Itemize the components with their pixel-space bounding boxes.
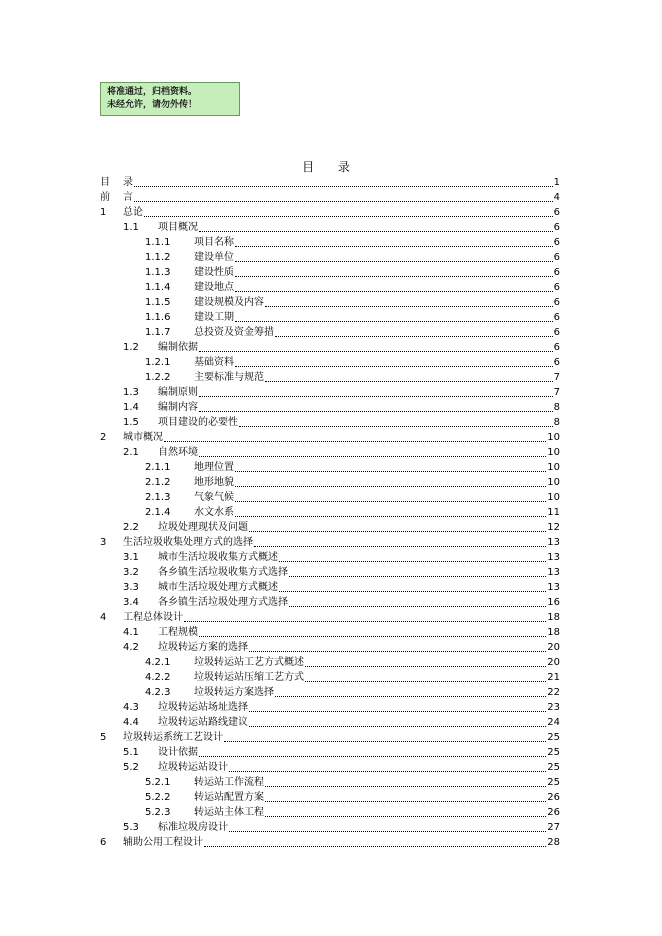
- toc-entry[interactable]: [100, 400, 560, 415]
- toc-entry-page: 10: [547, 462, 560, 473]
- toc-dot-leader: [199, 445, 546, 457]
- toc-dot-leader: [144, 205, 553, 217]
- toc-entry-title: 言: [123, 192, 133, 203]
- toc-entry-page: 18: [547, 612, 560, 623]
- toc-entry-title: 地形地貌: [194, 477, 234, 488]
- toc-entry-title: 建设地点: [194, 282, 234, 293]
- toc-entry-page: 20: [547, 657, 560, 668]
- toc-entry[interactable]: [100, 505, 560, 520]
- toc-entry-number: 目: [100, 177, 110, 188]
- toc-entry-page: 6: [553, 282, 560, 293]
- toc-entry-title: 垃圾转运站工艺方式概述: [194, 657, 304, 668]
- toc-entry-title: 垃圾转运方案的选择: [158, 642, 248, 653]
- toc-dot-leader: [164, 430, 546, 442]
- toc-entry-number: 1.3: [123, 387, 139, 398]
- toc-entry-number: 2.1.2: [145, 477, 171, 488]
- toc-entry[interactable]: [100, 340, 560, 355]
- toc-entry[interactable]: [100, 715, 560, 730]
- toc-dot-leader: [249, 700, 546, 712]
- toc-entry-page: 23: [547, 702, 560, 713]
- toc-entry[interactable]: [100, 205, 560, 220]
- toc-entry[interactable]: [100, 625, 560, 640]
- toc-entry-title: 总论: [123, 207, 143, 218]
- toc-dot-leader: [184, 610, 546, 622]
- toc-dot-leader: [275, 685, 546, 697]
- approval-stamp: [100, 82, 240, 116]
- toc-entry-page: 6: [553, 207, 560, 218]
- toc-entry-number: 1.1.3: [145, 267, 171, 278]
- toc-entry-page: 8: [553, 417, 560, 428]
- toc-entry-title: 转运站工作流程: [194, 777, 264, 788]
- toc-entry-title: 城市生活垃圾处理方式概述: [158, 582, 278, 593]
- toc-entry-number: 3.1: [123, 552, 139, 563]
- toc-entry-number: 1.1.1: [145, 237, 171, 248]
- toc-entry-page: 13: [547, 582, 560, 593]
- toc-entry-page: 6: [553, 342, 560, 353]
- toc-dot-leader: [229, 820, 546, 832]
- toc-entry-number: 2.2: [123, 522, 139, 533]
- toc-entry-title: 建设单位: [194, 252, 234, 263]
- toc-entry-page: 20: [547, 642, 560, 653]
- toc-entry-title: 项目建设的必要性: [158, 417, 238, 428]
- toc-dot-leader: [199, 400, 553, 412]
- toc-entry-number: 4.4: [123, 717, 139, 728]
- toc-entry-title: 气象气候: [194, 492, 234, 503]
- toc-entry-page: 6: [553, 237, 560, 248]
- toc-dot-leader: [265, 295, 553, 307]
- toc-entry[interactable]: [100, 235, 560, 250]
- toc-entry-title: 各乡镇生活垃圾处理方式选择: [158, 597, 288, 608]
- toc-entry-page: 25: [547, 732, 560, 743]
- toc-entry-number: 1.2: [123, 342, 139, 353]
- toc-dot-leader: [235, 310, 553, 322]
- toc-entry-title: 主要标准与规范: [194, 372, 264, 383]
- toc-entry-title: 垃圾转运站场址选择: [158, 702, 248, 713]
- toc-entry[interactable]: [100, 460, 560, 475]
- toc-entry[interactable]: [100, 385, 560, 400]
- toc-entry-title: 水文水系: [194, 507, 234, 518]
- toc-entry[interactable]: [100, 430, 560, 445]
- toc-entry-page: 28: [547, 837, 560, 848]
- toc-entry-number: 1.2.2: [145, 372, 171, 383]
- toc-entry[interactable]: [100, 370, 560, 385]
- toc-entry[interactable]: [100, 475, 560, 490]
- toc-entry-number: 2.1.4: [145, 507, 171, 518]
- toc-entry-title: 城市概况: [123, 432, 163, 443]
- toc-entry-title: 垃圾处理现状及问题: [158, 522, 248, 533]
- toc-entry[interactable]: [100, 280, 560, 295]
- toc-entry-page: 6: [553, 297, 560, 308]
- toc-dot-leader: [235, 265, 553, 277]
- toc-entry[interactable]: [100, 415, 560, 430]
- toc-entry-number: 5.1: [123, 747, 139, 758]
- toc-dot-leader: [249, 715, 546, 727]
- toc-entry[interactable]: [100, 265, 560, 280]
- toc-entry-page: 10: [547, 432, 560, 443]
- toc-entry-page: 25: [547, 762, 560, 773]
- toc-dot-leader: [275, 325, 553, 337]
- toc-entry[interactable]: [100, 730, 560, 745]
- toc-title: 目 录: [302, 160, 360, 174]
- toc-entry-page: 4: [553, 192, 560, 203]
- toc-entry-page: 11: [547, 507, 560, 518]
- toc-entry-page: 1: [553, 177, 560, 188]
- toc-entry[interactable]: [100, 790, 560, 805]
- toc-entry-page: 7: [553, 387, 560, 398]
- toc-entry-page: 6: [553, 327, 560, 338]
- toc-entry-number: 5: [100, 732, 107, 743]
- stamp-line-1: 将准通过，归档资料。: [107, 87, 198, 97]
- toc-dot-leader: [235, 460, 546, 472]
- toc-entry-number: 4.2.2: [145, 672, 171, 683]
- toc-entry-number: 2.1: [123, 447, 139, 458]
- toc-entry-title: 地理位置: [194, 462, 234, 473]
- toc-dot-leader: [265, 805, 546, 817]
- toc-dot-leader: [239, 415, 553, 427]
- toc-entry[interactable]: [100, 595, 560, 610]
- toc-entry-number: 5.3: [123, 822, 139, 833]
- toc-entry-number: 1.1: [123, 222, 139, 233]
- toc-entry-title: 录: [123, 177, 133, 188]
- table-of-contents: [100, 175, 560, 850]
- toc-dot-leader: [279, 550, 546, 562]
- toc-entry[interactable]: [100, 655, 560, 670]
- toc-entry[interactable]: [100, 220, 560, 235]
- toc-entry[interactable]: [100, 325, 560, 340]
- toc-entry-title: 标准垃圾房设计: [158, 822, 228, 833]
- toc-entry-title: 设计依据: [158, 747, 198, 758]
- toc-dot-leader: [199, 745, 546, 757]
- toc-entry-number: 4.2: [123, 642, 139, 653]
- toc-entry-number: 3.4: [123, 597, 139, 608]
- toc-dot-leader: [235, 235, 553, 247]
- toc-entry-number: 3.3: [123, 582, 139, 593]
- toc-dot-leader: [305, 655, 546, 667]
- toc-entry-page: 13: [547, 552, 560, 563]
- toc-entry[interactable]: [100, 760, 560, 775]
- toc-entry[interactable]: [100, 550, 560, 565]
- toc-entry-title: 工程规模: [158, 627, 198, 638]
- toc-dot-leader: [235, 475, 546, 487]
- toc-dot-leader: [199, 220, 553, 232]
- toc-dot-leader: [204, 835, 546, 847]
- toc-dot-leader: [235, 280, 553, 292]
- toc-entry[interactable]: [100, 745, 560, 760]
- toc-entry-title: 垃圾转运方案选择: [194, 687, 274, 698]
- toc-entry-page: 7: [553, 372, 560, 383]
- toc-entry-number: 4.2.1: [145, 657, 171, 668]
- toc-entry[interactable]: [100, 310, 560, 325]
- toc-entry-number: 2.1.3: [145, 492, 171, 503]
- toc-dot-leader: [235, 250, 553, 262]
- toc-dot-leader: [235, 355, 553, 367]
- toc-entry-number: 4: [100, 612, 107, 623]
- toc-dot-leader: [254, 535, 546, 547]
- toc-entry-title: 自然环境: [158, 447, 198, 458]
- toc-entry-page: 10: [547, 447, 560, 458]
- toc-entry-number: 4.1: [123, 627, 139, 638]
- toc-entry[interactable]: [100, 295, 560, 310]
- toc-dot-leader: [265, 370, 553, 382]
- toc-entry-title: 垃圾转运站压缩工艺方式: [194, 672, 304, 683]
- toc-dot-leader: [249, 520, 546, 532]
- toc-entry[interactable]: [100, 355, 560, 370]
- toc-dot-leader: [235, 490, 546, 502]
- toc-entry-title: 项目概况: [158, 222, 198, 233]
- toc-entry[interactable]: [100, 775, 560, 790]
- toc-entry-title: 垃圾转运系统工艺设计: [123, 732, 223, 743]
- toc-dot-leader: [289, 595, 546, 607]
- toc-entry-page: 6: [553, 312, 560, 323]
- toc-entry-title: 各乡镇生活垃圾收集方式选择: [158, 567, 288, 578]
- toc-entry-title: 垃圾转运站设计: [158, 762, 228, 773]
- toc-dot-leader: [199, 385, 553, 397]
- toc-dot-leader: [235, 505, 546, 517]
- toc-entry[interactable]: [100, 490, 560, 505]
- toc-entry-number: 5.2.3: [145, 807, 171, 818]
- toc-entry[interactable]: [100, 445, 560, 460]
- toc-dot-leader: [199, 340, 553, 352]
- toc-entry[interactable]: [100, 805, 560, 820]
- toc-entry-page: 22: [547, 687, 560, 698]
- toc-entry-number: 3: [100, 537, 107, 548]
- toc-entry-page: 27: [547, 822, 560, 833]
- toc-entry-page: 13: [547, 537, 560, 548]
- stamp-line-2: 未经允许，请勿外传！: [107, 100, 198, 110]
- toc-entry[interactable]: [100, 670, 560, 685]
- toc-entry-title: 编制原则: [158, 387, 198, 398]
- toc-entry-title: 总投资及资金筹措: [194, 327, 274, 338]
- toc-entry-page: 26: [547, 792, 560, 803]
- toc-entry-title: 编制依据: [158, 342, 198, 353]
- toc-dot-leader: [265, 775, 546, 787]
- toc-entry[interactable]: [100, 250, 560, 265]
- toc-entry-page: 6: [553, 267, 560, 278]
- toc-entry-page: 6: [553, 357, 560, 368]
- toc-entry-title: 垃圾转运站路线建议: [158, 717, 248, 728]
- toc-entry[interactable]: [100, 175, 560, 190]
- toc-entry-title: 编制内容: [158, 402, 198, 413]
- toc-entry-title: 生活垃圾收集处理方式的选择: [123, 537, 253, 548]
- toc-entry-title: 城市生活垃圾收集方式概述: [158, 552, 278, 563]
- toc-entry-title: 转运站配置方案: [194, 792, 264, 803]
- toc-entry-title: 建设规模及内容: [194, 297, 264, 308]
- toc-entry-number: 4.3: [123, 702, 139, 713]
- toc-entry-number: 3.2: [123, 567, 139, 578]
- toc-entry-page: 10: [547, 492, 560, 503]
- toc-entry-number: 1.4: [123, 402, 139, 413]
- toc-entry[interactable]: [100, 835, 560, 850]
- toc-entry-page: 13: [547, 567, 560, 578]
- toc-entry-page: 18: [547, 627, 560, 638]
- toc-entry-number: 5.2: [123, 762, 139, 773]
- toc-entry-page: 6: [553, 252, 560, 263]
- toc-entry[interactable]: [100, 685, 560, 700]
- toc-entry-number: 6: [100, 837, 107, 848]
- toc-dot-leader: [134, 175, 553, 187]
- toc-entry-page: 10: [547, 477, 560, 488]
- toc-entry-number: 5.2.1: [145, 777, 171, 788]
- toc-entry-number: 1.1.2: [145, 252, 171, 263]
- toc-entry[interactable]: [100, 535, 560, 550]
- toc-entry-number: 5.2.2: [145, 792, 171, 803]
- toc-entry[interactable]: [100, 565, 560, 580]
- toc-entry-number: 1.1.5: [145, 297, 171, 308]
- toc-entry[interactable]: [100, 640, 560, 655]
- toc-entry[interactable]: [100, 520, 560, 535]
- toc-entry[interactable]: [100, 580, 560, 595]
- toc-entry-page: 25: [547, 747, 560, 758]
- toc-dot-leader: [224, 730, 546, 742]
- toc-dot-leader: [229, 760, 546, 772]
- toc-entry-title: 建设性质: [194, 267, 234, 278]
- toc-entry-number: 1.5: [123, 417, 139, 428]
- toc-entry[interactable]: [100, 610, 560, 625]
- toc-entry-title: 转运站主体工程: [194, 807, 264, 818]
- toc-dot-leader: [134, 190, 553, 202]
- toc-entry-number: 4.2.3: [145, 687, 171, 698]
- toc-entry-page: 16: [547, 597, 560, 608]
- toc-dot-leader: [199, 625, 546, 637]
- toc-entry-title: 工程总体设计: [123, 612, 183, 623]
- toc-entry-number: 1.2.1: [145, 357, 171, 368]
- toc-entry-number: 2: [100, 432, 107, 443]
- toc-dot-leader: [249, 640, 546, 652]
- toc-entry[interactable]: [100, 700, 560, 715]
- toc-dot-leader: [265, 790, 546, 802]
- toc-entry-page: 12: [547, 522, 560, 533]
- toc-entry-title: 辅助公用工程设计: [123, 837, 203, 848]
- toc-dot-leader: [289, 565, 546, 577]
- toc-entry[interactable]: [100, 820, 560, 835]
- toc-entry-title: 基础资料: [194, 357, 234, 368]
- toc-entry-title: 建设工期: [194, 312, 234, 323]
- toc-entry-number: 1.1.4: [145, 282, 171, 293]
- toc-entry-page: 6: [553, 222, 560, 233]
- toc-entry-number: 1: [100, 207, 107, 218]
- toc-entry-number: 前: [100, 192, 110, 203]
- toc-entry[interactable]: [100, 190, 560, 205]
- toc-dot-leader: [279, 580, 546, 592]
- toc-entry-page: 25: [547, 777, 560, 788]
- toc-entry-page: 24: [547, 717, 560, 728]
- toc-entry-number: 1.1.7: [145, 327, 171, 338]
- toc-dot-leader: [305, 670, 546, 682]
- toc-entry-page: 21: [547, 672, 560, 683]
- toc-entry-number: 1.1.6: [145, 312, 171, 323]
- toc-entry-page: 8: [553, 402, 560, 413]
- toc-entry-page: 26: [547, 807, 560, 818]
- toc-entry-title: 项目名称: [194, 237, 234, 248]
- toc-entry-number: 2.1.1: [145, 462, 171, 473]
